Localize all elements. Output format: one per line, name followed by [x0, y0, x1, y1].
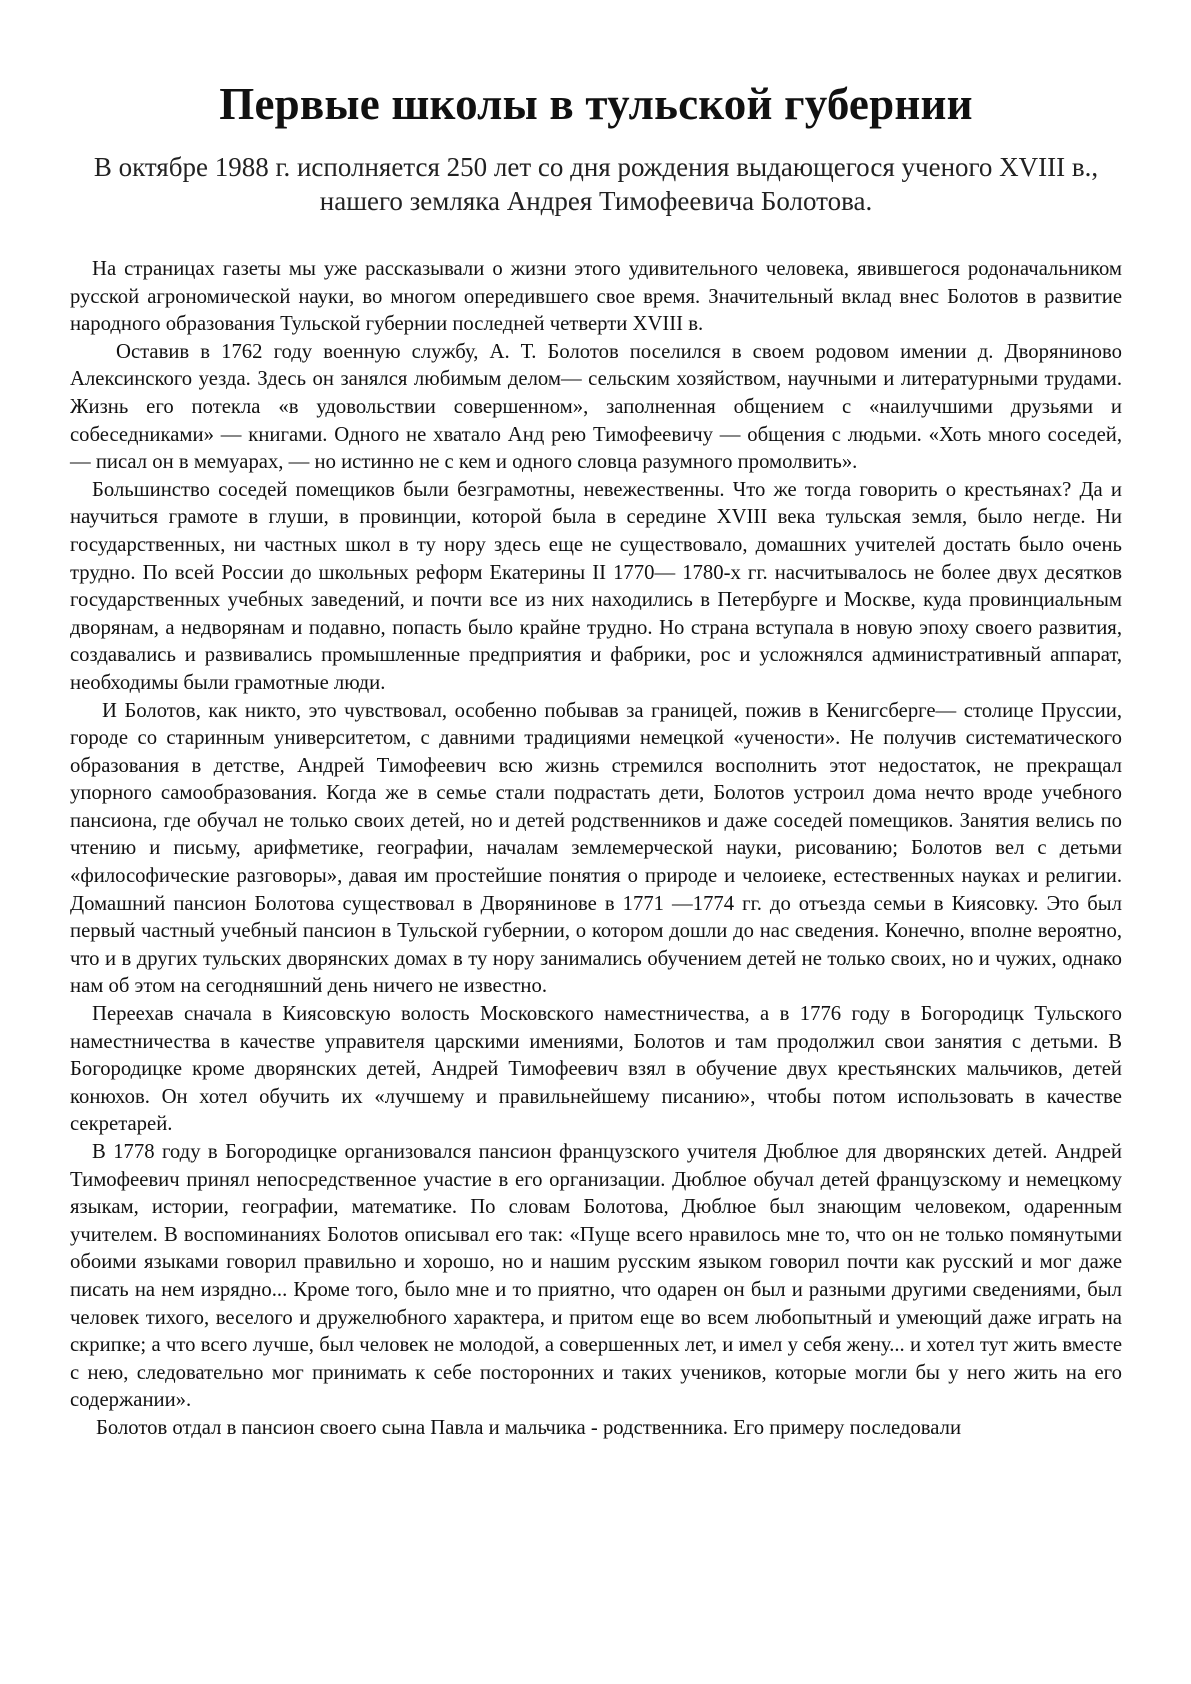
paragraph: Болотов отдал в пансион своего сына Павла и мальчика - родственника. Его примеру последовали [96, 1416, 962, 1439]
document-page [70, 78, 1122, 1443]
paragraph: Оставив в 1762 году военную службу, А. Т. Болотов поселился в своем родовом имении д. Дворяниново Алексинского уезда. Здесь он занялся любимым делом— сельским хозяйством, научными и литературными трудами. Жизнь его потекла «в удовольствии совершенном», заполненная общением с «наилучшими друзьями и собеседниками» — книгами. Одного не хватало Анд рею Тимофеевичу — общения с людьми. «Хоть много соседей, — писал он в мемуарах, — но истинно не с кем и одного словца разумного промолвить». [70, 340, 1122, 474]
page-subtitle: В октябре 1988 г. исполняется 250 лет со дня рождения выдающегося ученого XVIII в., нашего земляка Андрея Тимофеевича Болотова. [93, 152, 1099, 216]
paragraph: Большинство соседей помещиков были безграмотны, невежественны. Что же тогда говорить о крестьянах? Да и научиться грамоте в глуши, в провинции, которой была в середине XVIII века тульская земля, было негде. Ни государственных, ни частных школ в ту нору здесь еще не существовало, домашних учителей достать было очень трудно. По всей России до школьных реформ Екатерины II 1770— 1780-х гг. насчитывалось не более двух десятков государственных учебных заведений, и почти все из них находились в Петербурге и Москве, куда провинциальным дворянам, а недворянам и подавно, попасть было крайне трудно. Но страна вступала в новую эпоху своего развития, создавались и развивались промышленные предприятия и фабрики, рос и усложнялся административный аппарат, необходимы были грамотные люди. [70, 478, 1122, 694]
paragraph: Переехав сначала в Киясовскую волость Московского наместничества, а в 1776 году в Богородицк Тульского наместничества в качестве управителя царскими имениями, Болотов и там продолжил свои занятия с детьми. В Богородицке кроме дворянских детей, Андрей Тимофеевич взял в обучение двух крестьянских мальчиков, детей конюхов. Он хотел обучить их «лучшему и правильнейшему писанию», чтобы потом использовать в качестве секретарей. [70, 1003, 1122, 1136]
paragraph: В 1778 году в Богородицке организовался пансион французского учителя Дюблюе для дворянских детей. Андрей Тимофеевич принял непосредственное участие в его организации. Дюблюе обучал детей французскому и немецкому языкам, истории, географии, математике. По словам Болотова, Дюблюе был знающим человеком, одаренным учителем. В воспоминаниях Болотов описывал его так: «Пуще всего нравилось мне то, что он не только помянутыми обоими языками говорил правильно и хорошо, но и нашим русским языком говорил почти как русский и мог даже писать на нем изрядно... Кроме того, было мне и то приятно, что одарен он был и разными другими сведениями, был человек тихого, веселого и дружелюбного характера, и притом еще во всем любопытный и умеющий даже играть на скрипке; а что всего лучше, был человек не молодой, а совершенных лет, и имел у себя жену... и хотел тут жить вместе с нею, следовательно мог принимать к себе посторонних и таких учеников, которые могли бы у него жить на его содержании». [70, 1141, 1122, 1412]
article-body [70, 256, 1122, 1443]
paragraph: На страницах газеты мы уже рассказывали о жизни этого удивительного человека, явившегося родоначальником русской агрономической науки, во многом опередившего свое время. Значительный вклад внес Болотов в развитие народного образования Тульской губернии последней четверти XVIII в. [70, 258, 1122, 336]
paragraph: И Болотов, как никто, это чувствовал, особенно побывав за границей, пожив в Кенигсберге— столице Пруссии, городе со старинным университетом, с давними традициями немецкой «учености». Не получив систематического образования в детстве, Андрей Тимофеевич всю жизнь стремился восполнить этот недостаток, не прекращал упорного самообразования. Когда же в семье стали подрастать дети, Болотов устроил дома нечто вроде учебного пансиона, где обучал не только своих детей, но и детей родственников и даже соседей помещиков. Занятия велись по чтению и письму, арифметике, географии, началам землемерческой науки, рисованию; Болотов вел с детьми «философические разговоры», давая им простейшие понятия о природе и челоиеке, естественных науках и религии. Домашний пансион Болотова существовал в Дворянинове в 1771 —1774 гг. до отъезда семьи в Киясовку. Это был первый частный учебный пансион в Тульской губернии, о котором дошли до нас сведения. Конечно, вполне вероятно, что и в других тульских дворянских домах в ту нору занимались обучением детей не только своих, но и чужих, однако нам об этом на сегодняшний день ничего не известно. [70, 699, 1122, 998]
page-title: Первые школы в тульской губернии [219, 79, 973, 129]
